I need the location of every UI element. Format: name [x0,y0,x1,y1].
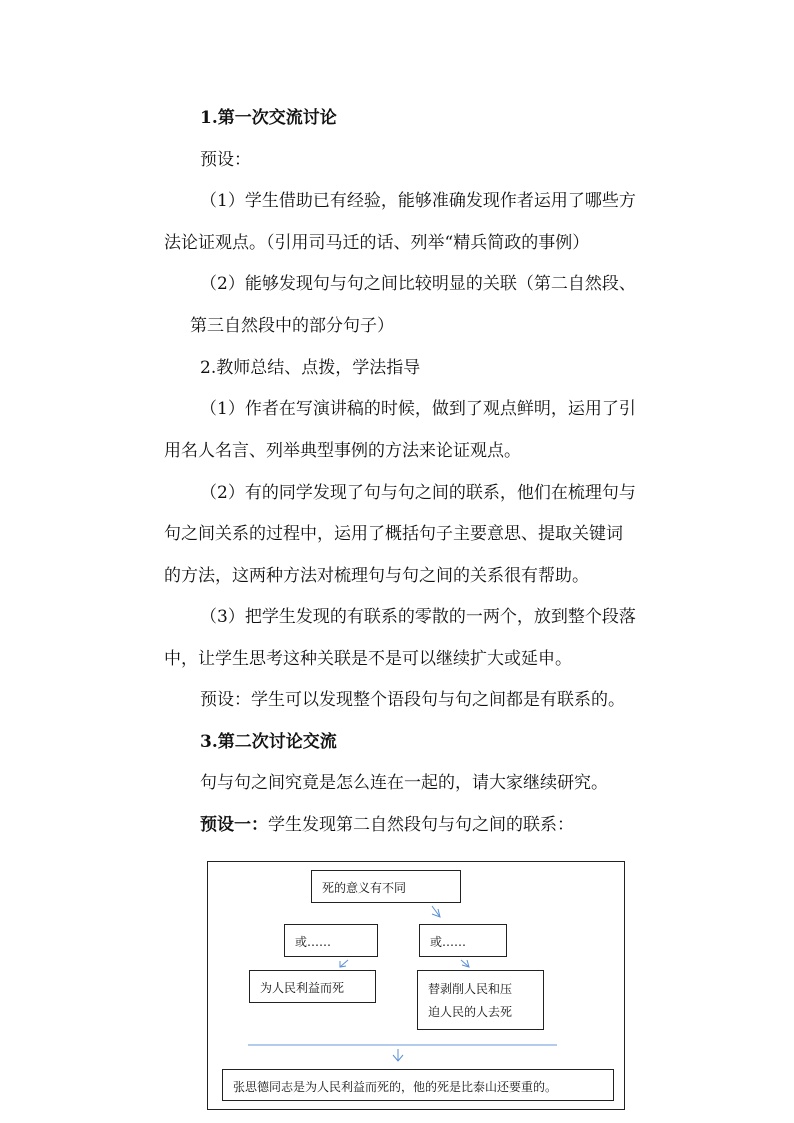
text-line: 的方法，这两种方法对梳理句与句之间的关系很有帮助。 [164,566,589,586]
text-line: 第三自然段中的部分句子） [190,316,394,336]
diagram-arrows [208,862,626,1111]
node-right-mid-label: 或…… [430,935,467,949]
text-line: 句之间关系的过程中，运用了概括句子主要意思、提取关键词 [164,524,623,544]
node-conclusion-label: 张思德同志是为人民利益而死的，他的死是比泰山还要重的。 [233,1080,558,1094]
text-line: 预设： [200,150,251,170]
text-line [200,814,574,836]
text-line: （2）能够发现句与句之间比较明显的关联（第二自然段、 [200,274,636,294]
node-right-bottom-line2: 迫人民的人去死 [428,1005,513,1019]
section-heading-1: 1.第一次交流讨论 [200,108,337,128]
relationship-diagram [207,861,625,1110]
section-heading-2: 2.教师总结、点拨，学法指导 [200,358,421,378]
text-line: （1）作者在写演讲稿的时候，做到了观点鲜明，运用了引 [200,399,636,419]
node-left-bottom-label: 为人民利益而死 [260,981,345,995]
text-line: 法论证观点。（引用司马迁的话、列举“精兵简政的事例） [164,233,590,253]
text-line: （1）学生借助已有经验，能够准确发现作者运用了哪些方 [200,191,636,211]
node-right-bottom-line1: 替剥削人民和压 [428,982,513,996]
preset-label: 预设一： [200,815,268,835]
section-heading-3: 3.第二次讨论交流 [200,732,337,752]
text-line: （3）把学生发现的有联系的零散的一两个，放到整个段落 [200,607,636,627]
node-left-mid-label: 或…… [295,935,332,949]
text-line: （2）有的同学发现了句与句之间的联系，他们在梳理句与 [200,483,636,503]
text-line: 中，让学生思考这种关联是不是可以继续扩大或延申。 [164,649,572,669]
text-line: 用名人名言、列举典型事例的方法来论证观点。 [164,441,521,461]
text-line: 句与句之间究竟是怎么连在一起的，请大家继续研究。 [200,773,608,793]
node-top-label: 死的意义有不同 [322,881,407,895]
preset-text: 学生发现第二自然段句与句之间的联系： [268,815,574,835]
text-line: 预设：学生可以发现整个语段句与句之间都是有联系的。 [200,690,625,710]
